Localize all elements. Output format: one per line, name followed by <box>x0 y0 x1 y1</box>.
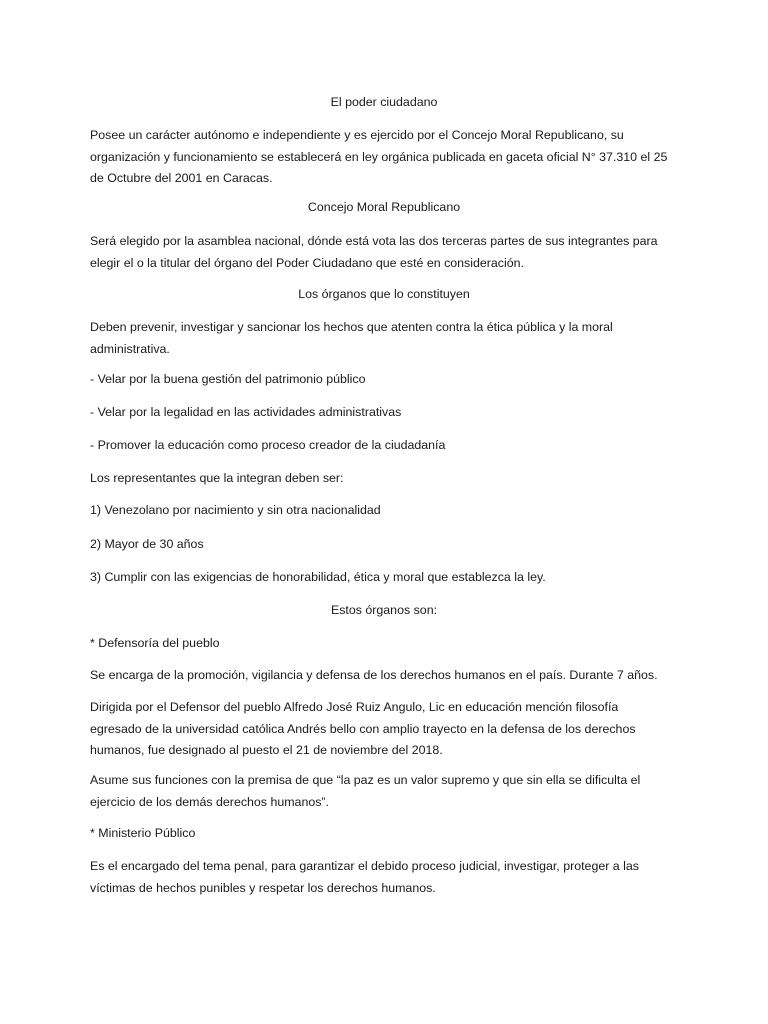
bullet-item: - Velar por la legalidad en las actividades administrativas <box>90 405 402 419</box>
defensoria-title: * Defensoría del pueblo <box>90 636 220 650</box>
heading-organos: Los órganos que lo constituyen <box>298 287 470 301</box>
dirigida-line: humanos, fue designado al puesto el 21 de noviembre del 2018. <box>90 743 443 757</box>
ministerio-line: víctimas de hechos punibles y respetar los derechos humanos. <box>90 880 436 895</box>
heading-estos: Estos órganos son: <box>330 603 438 617</box>
organos-paragraph <box>90 317 690 360</box>
asume-paragraph <box>90 770 690 813</box>
requirement-item: 2) Mayor de 30 años <box>90 537 204 551</box>
intro-line: organización y funcionamiento se establecerá en ley orgánica publicada en gaceta oficial N° 37.310 el 25 <box>90 149 668 164</box>
organos-line: Deben prevenir, investigar y sancionar los hechos que atenten contra la ética pública y la moral <box>90 320 613 334</box>
document-title: El poder ciudadano <box>330 95 438 109</box>
concejo-line: elegir el o la titular del órgano del Poder Ciudadano que esté en consideración. <box>90 255 524 270</box>
requirement-item: 3) Cumplir con las exigencias de honorabilidad, ética y moral que establezca la ley. <box>90 570 546 584</box>
defensoria-paragraph: Se encarga de la promoción, vigilancia y defensa de los derechos humanos en el país. Durante 7 años. <box>90 668 658 682</box>
ministerio-title: * Ministerio Público <box>90 826 196 840</box>
asume-line: Asume sus funciones con la premisa de que “la paz es un valor supremo y que sin ella se dificulta el <box>90 773 641 787</box>
intro-line: de Octubre del 2001 en Caracas. <box>90 171 273 185</box>
ministerio-paragraph <box>90 856 690 899</box>
dirigida-line: Dirigida por el Defensor del pueblo Alfredo José Ruiz Angulo, Lic en educación mención filosofía <box>90 700 619 714</box>
dirigida-line: egresado de la universidad católica Andrés bello con amplio trayecto en la defensa de los derechos <box>90 721 636 736</box>
ministerio-line: Es el encargado del tema penal, para garantizar el debido proceso judicial, investigar, proteger a las <box>90 859 639 873</box>
bullet-item: - Promover la educación como proceso creador de la ciudadanía <box>90 438 446 452</box>
representantes-line: Los representantes que la integran deben ser: <box>90 471 344 485</box>
organos-line: administrativa. <box>90 341 170 356</box>
concejo-line: Será elegido por la asamblea nacional, dónde está vota las dos terceras partes de sus integrantes para <box>90 234 658 248</box>
intro-paragraph <box>90 125 690 190</box>
concejo-paragraph <box>90 231 690 274</box>
intro-line: Posee un carácter autónomo e independiente y es ejercido por el Concejo Moral Republicano, su <box>90 128 624 142</box>
heading-concejo: Concejo Moral Republicano <box>307 200 461 214</box>
requirement-item: 1) Venezolano por nacimiento y sin otra nacionalidad <box>90 503 381 517</box>
dirigida-paragraph <box>90 697 690 762</box>
asume-line: ejercicio de los demás derechos humanos”. <box>90 794 329 809</box>
bullet-item: - Velar por la buena gestión del patrimonio público <box>90 372 366 386</box>
